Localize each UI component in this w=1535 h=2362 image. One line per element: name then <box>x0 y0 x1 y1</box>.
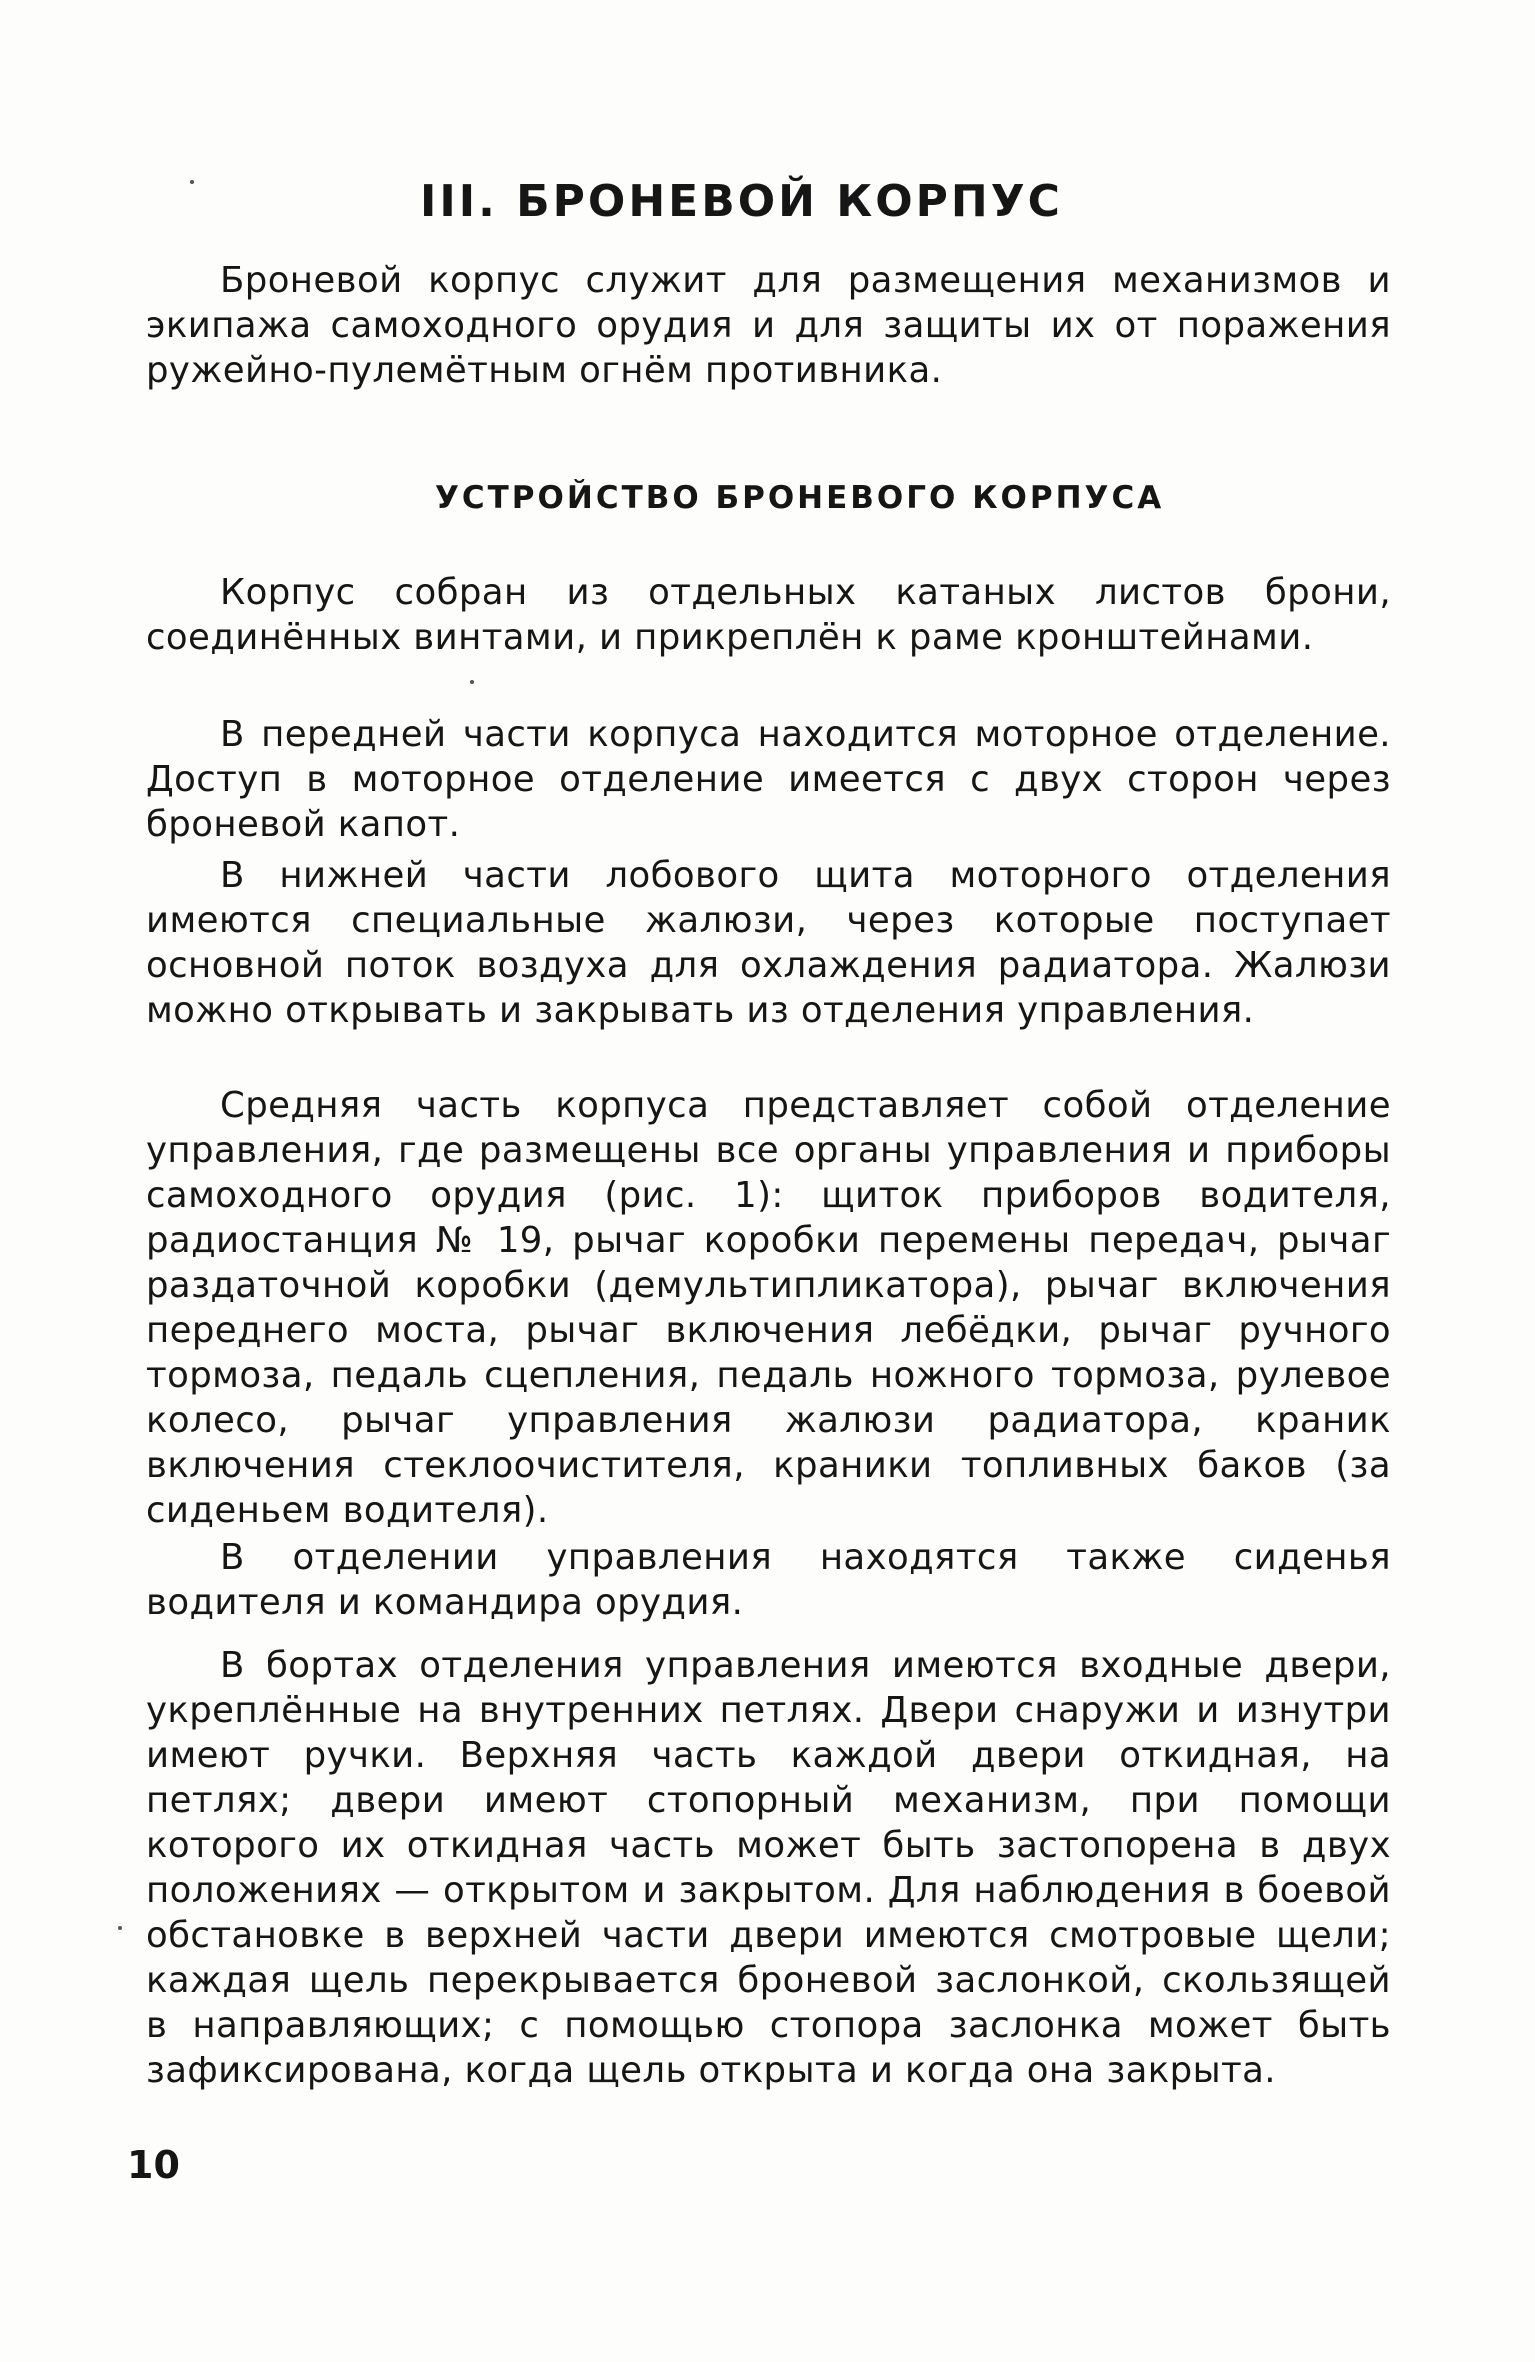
paragraph-louvers: В нижней части лобового щита моторного отделения имеются специальные жалюзи, через которые поступает основной поток воздуха для охлаждения радиатора. Жалюзи можно открывать и закрывать из отделения управления. <box>146 855 1391 1031</box>
print-speck <box>190 180 194 184</box>
chapter-title: III. БРОНЕВОЙ КОРПУС <box>420 176 1063 227</box>
section-heading: УСТРОЙСТВО БРОНЕВОГО КОРПУСА <box>435 480 1165 516</box>
print-speck <box>470 680 474 684</box>
paragraph-seats: В отделении управления находятся также сиденья водителя и командира орудия. <box>146 1537 1391 1623</box>
page-number: 10 <box>127 2143 180 2187</box>
print-speck <box>118 1926 122 1930</box>
paragraph-engine-compartment: В передней части корпуса находится моторное отделение. Доступ в моторное отделение имеется с двух сторон через броневой капот. <box>146 714 1391 845</box>
paragraph-hull-assembly: Корпус собран из отдельных катаных листов брони, соединённых винтами, и прикреплён к раме кронштейнами. <box>146 572 1391 658</box>
paragraph-control-compartment: Средняя часть корпуса представляет собой отделение управления, где размещены все органы управления и приборы самоходного орудия (рис. 1): щиток приборов водителя, радиостанция № 19, рычаг коробки перемены передач, рычаг раздаточной коробки (демультипликатора), рычаг включения переднего моста, рычаг включения лебёдки, рычаг ручного тормоза, педаль сцепления, педаль ножного тормоза, рулевое колесо, рычаг управления жалюзи радиатора, краник включения стеклоочистителя, краники топливных баков (за сиденьем водителя). <box>146 1085 1391 1531</box>
paragraph-doors: В бортах отделения управления имеются входные двери, укреплённые на внутренних петлях. Двери снаружи и изнутри имеют ручки. Верхняя часть каждой двери откидная, на петлях; двери имеют стопорный механизм, при помощи которого их откидная часть может быть застопорена в двух положениях — открытом и закрытом. Для наблюдения в боевой обстановке в верхней части двери имеются смотровые щели; каждая щель перекрывается броневой заслонкой, скользящей в направляющих; с помощью стопора заслонка может быть зафиксирована, когда щель открыта и когда она закрыта. <box>146 1645 1391 2091</box>
chapter-intro-paragraph: Броневой корпус служит для размещения механизмов и экипажа самоходного орудия и для защиты их от поражения ружейно-пулемётным огнём противника. <box>146 260 1391 391</box>
